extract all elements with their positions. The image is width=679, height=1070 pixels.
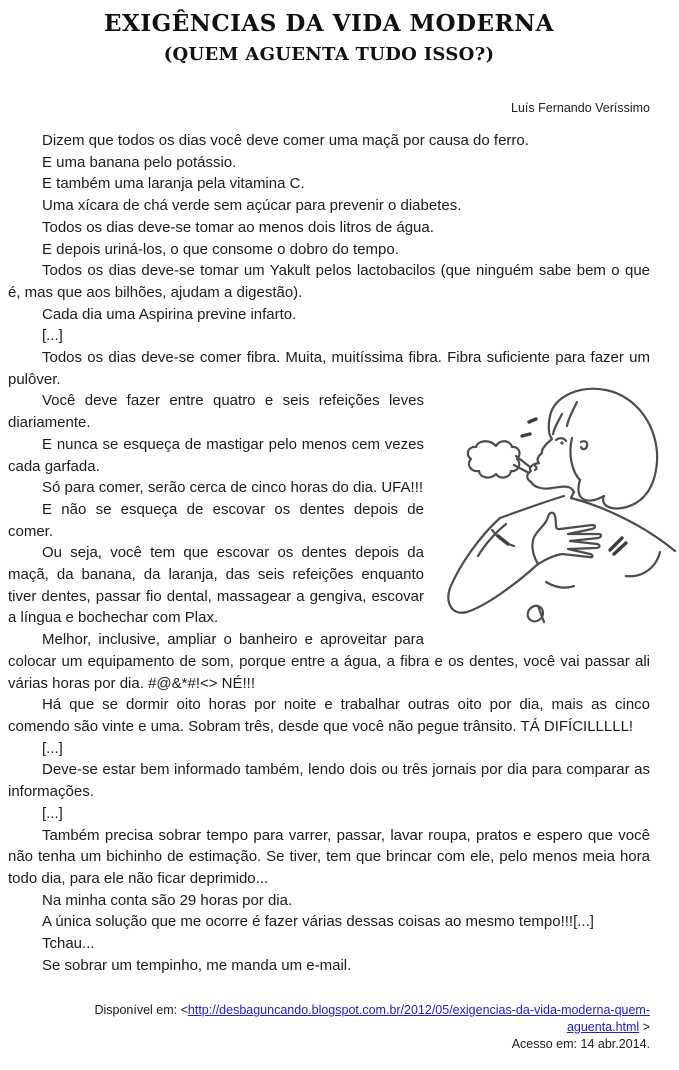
paragraph: [...] xyxy=(42,327,63,345)
paragraph: E também uma laranja pela vitamina C. xyxy=(42,175,305,193)
source-close-bracket: > xyxy=(639,1019,650,1034)
author-byline: Luís Fernando Veríssimo xyxy=(511,101,650,115)
paragraph: Na minha conta são 29 horas por dia. xyxy=(42,891,293,909)
paragraph: Cada dia uma Aspirina previne infarto. xyxy=(42,305,297,323)
paragraph: Todos os dias deve-se tomar ao menos dois litros de água. xyxy=(42,218,434,236)
paragraph-text: Você deve fazer entre quatro e seis refeições leves diariamente. xyxy=(8,392,424,432)
access-date: Acesso em: 14 abr.2014. xyxy=(511,1037,650,1052)
paragraph: Melhor, inclusive, ampliar o banheiro e aproveitar para colocar um equipamento de som, porque entre a água, a fibra e os dentes, você vai passar ali várias horas por dia. #@&*#!<> NÉ!!! xyxy=(8,631,650,692)
cartoon-drawing xyxy=(434,384,679,634)
article-body xyxy=(8,130,650,976)
paragraph: Tchau... xyxy=(42,935,95,953)
paragraph: Todos os dias deve-se tomar um Yakult pelos lactobacilos (que ninguém sabe bem o que é, mas que aos bilhões, ajudam a digestão). xyxy=(8,262,650,301)
paragraph-with-illustration xyxy=(8,390,650,433)
paragraph: Se sobrar um tempinho, me manda um e-mail. xyxy=(42,956,352,974)
page-subtitle: (QUEM AGUENTA TUDO ISSO?) xyxy=(163,44,495,65)
paragraph: Ou seja, você tem que escovar os dentes depois da maçã, da banana, da laranja, das seis refeições enquanto tiver dentes, passar fio dental, massagear a gengiva, escovar a língua e bochechar com Plax. xyxy=(8,544,424,627)
source-label: Disponível em: < xyxy=(94,1003,188,1018)
paragraph: E nunca se esqueça de mastigar pelo menos cem vezes cada garfada. xyxy=(8,435,424,475)
paragraph: A única solução que me ocorre é fazer várias dessas coisas ao mesmo tempo!!![...] xyxy=(42,913,594,931)
paragraph: E não se esqueça de escovar os dentes depois de comer. xyxy=(8,500,424,540)
paragraph: Uma xícara de chá verde sem açúcar para prevenir o diabetes. xyxy=(42,197,462,215)
paragraph: [...] xyxy=(42,739,63,757)
source-citation xyxy=(8,1002,650,1053)
paragraph: Deve-se estar bem informado também, lendo dois ou três jornais por dia para comparar as informações. xyxy=(8,761,650,801)
paragraph: Dizem que todos os dias você deve comer uma maçã por causa do ferro. xyxy=(42,132,529,149)
paragraph: E depois uriná-los, o que consome o dobro do tempo. xyxy=(42,240,399,258)
paragraph: Também precisa sobrar tempo para varrer, passar, lavar roupa, pratos e espero que você não tenha um bichinho de estimação. Se tiver, tem que brincar com ele, pelo menos meia hora todo dia, para ele não ficar deprimido... xyxy=(8,826,650,887)
paragraph: Só para comer, serão cerca de cinco horas do dia. UFA!!! xyxy=(42,479,424,497)
sighing-woman-illustration xyxy=(434,384,679,634)
paragraph: E uma banana pelo potássio. xyxy=(42,153,237,171)
paragraph: Todos os dias deve-se comer fibra. Muita, muitíssima fibra. Fibra suficiente para fazer um pulôver. xyxy=(8,349,650,388)
paragraph: Há que se dormir oito horas por noite e trabalhar outras oito por dia, mais as cinco comendo são vinte e uma. Sobram três, desde que você não pegue trânsito. TÁ DIFÍCILLLLL! xyxy=(8,696,650,735)
paragraph: [...] xyxy=(42,804,63,822)
page-title: EXIGÊNCIAS DA VIDA MODERNA xyxy=(103,10,554,37)
source-link[interactable]: http://desbaguncando.blogspot.com.br/2012/05/exigencias-da-vida-moderna-quem-aguenta.html xyxy=(187,1003,650,1034)
